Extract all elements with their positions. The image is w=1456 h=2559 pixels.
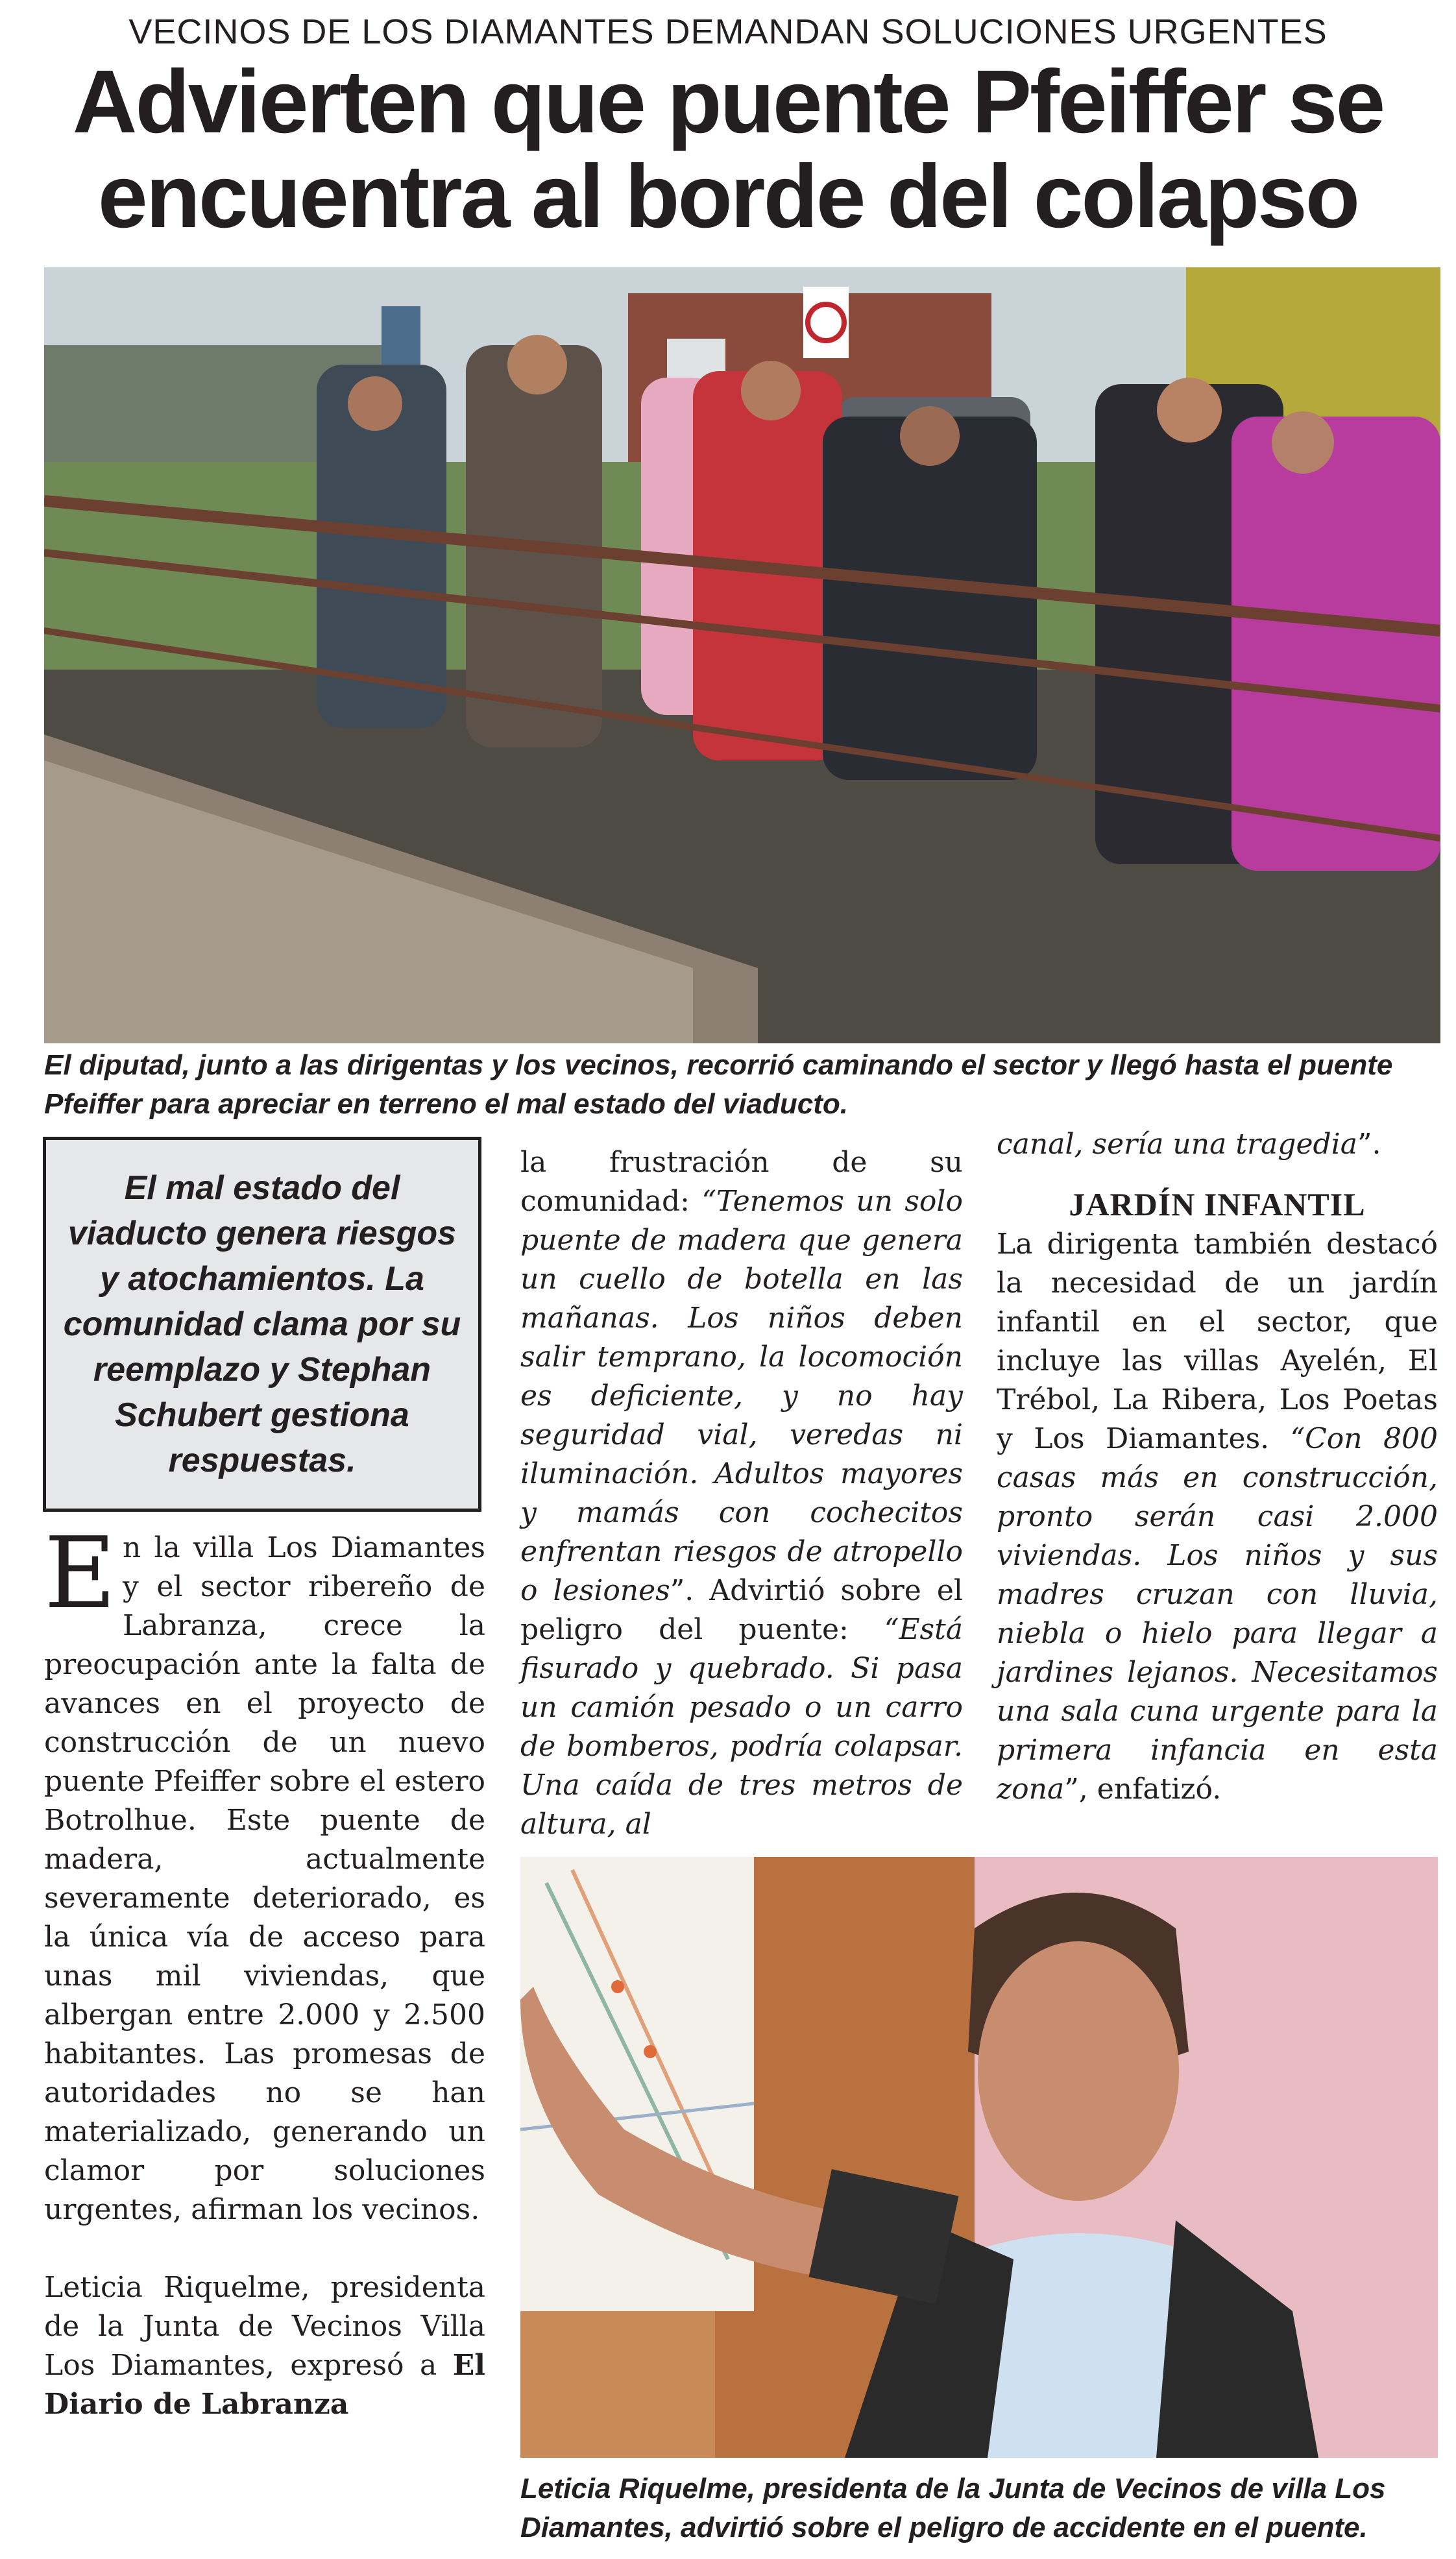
publication-name: El Diario de Labranza xyxy=(44,2349,485,2421)
drop-cap: E xyxy=(44,1516,116,1631)
column-1-paragraph-2: Leticia Riquelme, presidenta de la Junta de Vecinos Villa Los Diamantes, expresó a El Diario de Labranza xyxy=(44,2271,485,2421)
headline-line-1: Advierten que puente Pfeiffer se xyxy=(72,52,1384,152)
portrait-photo-caption: Leticia Riquelme, presidenta de la Junta de Vecinos de villa Los Diamantes, advirtió sobre el peligro de accidente en el puente. xyxy=(520,2473,1386,2543)
portrait-photo xyxy=(520,1857,1438,2458)
portrait-photo-image xyxy=(520,1857,1438,2458)
bridge-photo-image xyxy=(44,267,1440,1043)
article-column-2 xyxy=(520,1143,963,1844)
bridge-photo xyxy=(44,267,1440,1043)
article-headline xyxy=(26,52,1430,247)
article-column-3 xyxy=(997,1125,1438,1809)
bridge-photo-caption: El diputad, junto a las dirigentas y los vecinos, recorrió caminando el sector y llegó hasta el puente Pfeiffer para apreciar en terreno el mal estado del viaducto. xyxy=(44,1049,1393,1120)
article-kicker: VECINOS DE LOS DIAMANTES DEMANDAN SOLUCIONES URGENTES xyxy=(128,12,1328,51)
column-2-paragraph: la frustración de su comunidad: “Tenemos un solo puente de madera que genera un cuello de botella en las mañanas. Los niños deben salir temprano, la locomoción es deficiente, y no hay seguridad vial, veredas ni iluminación. Adultos mayores y mamás con cochecitos enfrentan riesgos de atropello o lesiones”. Advirtió sobre el peligro del puente: “Está fisurado y quebrado. Si pasa un camión pesado o un carro de bomberos, podría colapsar. Una caída de tres metros de altura, al xyxy=(520,1146,963,1841)
column-3-paragraph: La dirigenta también destacó la necesidad de un jardín infantil en el sector, que incluye las villas Ayelén, El Trébol, La Ribera, Los Poetas y Los Diamantes. “Con 800 casas más en construcción, pronto serán casi 2.000 viviendas. Los niños y sus madres cruzan con lluvia, niebla o hielo para llegar a jardines lejanos. Necesitamos una sala cuna urgente para la primera infancia en esta zona”, enfatizó. xyxy=(997,1228,1438,1806)
headline-line-2: encuentra al borde del colapso xyxy=(97,147,1359,247)
column-3-quote-end: canal, sería una tragedia”. xyxy=(997,1128,1381,1161)
pull-quote-box: El mal estado del viaducto genera riesgos y atochamientos. La comunidad clama por su reemplazo y Stephan Schubert gestiona respuestas. xyxy=(43,1137,481,1512)
section-subhead: JARDÍN INFANTIL xyxy=(1069,1186,1366,1222)
article-column-1 xyxy=(44,1516,485,2424)
column-1-paragraph-1: En la villa Los Diamantes y el sector ribereño de Labranza, crece la preocupación ante la falta de avances en el proyecto de construcción de un nuevo puente Pfeiffer sobre el estero Botrolhue. Este puente de madera, actualmente severamente deteriorado, es la única vía de acceso para unas mil viviendas, que albergan entre 2.000 y 2.500 habitantes. Las promesas de autoridades no se han materializado, generando un clamor por soluciones urgentes, afirman los vecinos. xyxy=(44,1516,485,2226)
